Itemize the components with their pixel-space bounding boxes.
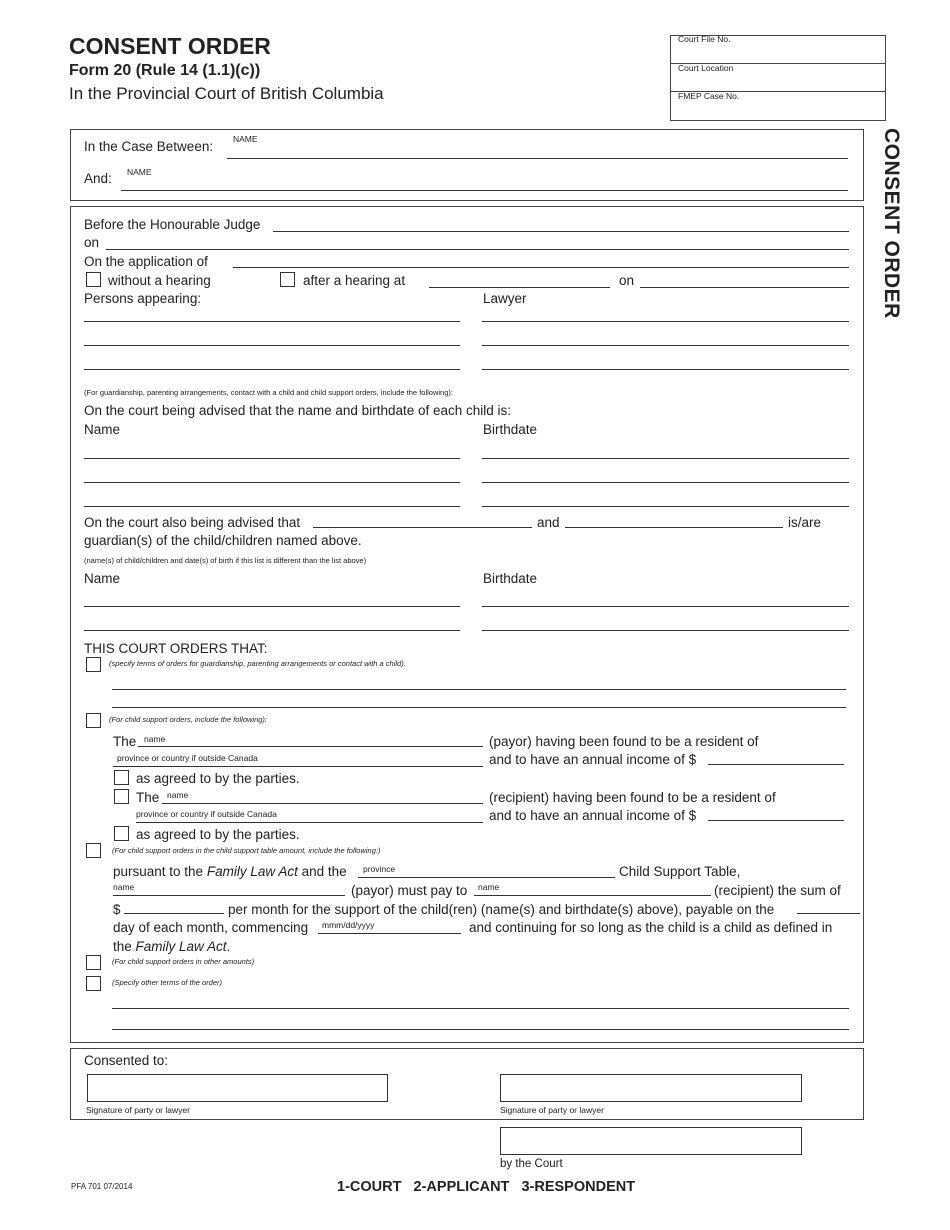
name-hint: NAME xyxy=(233,134,258,144)
child-birthdate-field[interactable] xyxy=(482,606,849,607)
signature-box-1[interactable] xyxy=(87,1074,388,1102)
child-name-header: Name xyxy=(84,422,121,437)
child-name-field[interactable] xyxy=(84,506,460,507)
after-hearing-label: after a hearing at xyxy=(303,273,406,288)
guardianship-order-checkbox[interactable] xyxy=(86,657,101,672)
payor-agreed-checkbox[interactable] xyxy=(114,770,129,785)
party2-name-field[interactable] xyxy=(121,190,848,191)
recipient-province-field[interactable] xyxy=(136,822,483,823)
before-judge-label: Before the Honourable Judge xyxy=(84,217,261,232)
child-birthdate-header-2: Birthdate xyxy=(483,571,538,586)
the-label: The xyxy=(113,734,137,749)
table-amount-checkbox[interactable] xyxy=(86,843,101,858)
guardianship-terms-field[interactable] xyxy=(112,689,846,690)
hearing-location-field[interactable] xyxy=(429,287,610,288)
guardians-text: guardian(s) of the child/children named above. xyxy=(84,533,362,548)
child-birthdate-field[interactable] xyxy=(482,458,849,459)
court-location-label: Court Location xyxy=(678,63,734,73)
file-info-box xyxy=(670,35,886,121)
province-hint-2: province xyxy=(363,864,396,874)
per-month-text: per month for the support of the child(ren) (name(s) and birthdate(s) above), payable on the xyxy=(228,902,775,917)
on-label: on xyxy=(84,235,100,250)
payor-income-field[interactable] xyxy=(708,764,844,765)
annual-income-text-2: and to have an annual income of $ xyxy=(489,808,697,823)
guardian1-field[interactable] xyxy=(313,527,532,528)
and-label: And: xyxy=(84,171,112,186)
payor-must-pay-text: (payor) must pay to xyxy=(351,883,468,898)
name-hint: name xyxy=(167,790,189,800)
side-title: CONSENT ORDER xyxy=(880,128,903,319)
recipient-resident-text: (recipient) having been found to be a resident of xyxy=(489,790,776,805)
guardianship-terms-field[interactable] xyxy=(112,707,846,708)
commencing-date-field[interactable] xyxy=(318,933,461,934)
person-field[interactable] xyxy=(84,345,460,346)
after-hearing-checkbox[interactable] xyxy=(280,272,295,287)
monthly-amount-field[interactable] xyxy=(124,913,224,914)
recipient-name-field[interactable] xyxy=(162,803,483,804)
party1-name-field[interactable] xyxy=(227,158,848,159)
name-hint: name xyxy=(144,734,166,744)
child-name-field[interactable] xyxy=(84,606,460,607)
payor-name-field[interactable] xyxy=(138,746,483,747)
lawyer-field[interactable] xyxy=(482,345,849,346)
children-note: (For guardianship, parenting arrangements, contact with a child and child support orders, include the following): xyxy=(84,388,453,397)
without-hearing-label: without a hearing xyxy=(108,273,211,288)
name-hint: NAME xyxy=(127,167,152,177)
child-name-field[interactable] xyxy=(84,630,460,631)
other-terms-field[interactable] xyxy=(112,1008,849,1009)
name-hint-2: name xyxy=(113,882,135,892)
payor-agreed-label: as agreed to by the parties. xyxy=(136,771,300,786)
persons-appearing-label: Persons appearing: xyxy=(84,291,202,306)
lawyer-label: Lawyer xyxy=(483,291,527,306)
dollar-sign: $ xyxy=(113,902,121,917)
different-list-note: (name(s) of child/children and date(s) of birth if this list is different than the list above) xyxy=(84,556,367,565)
person-field[interactable] xyxy=(84,321,460,322)
the2-label: The xyxy=(136,790,160,805)
on2-label: on xyxy=(619,273,635,288)
copies-distribution: 1-COURT 2-APPLICANT 3-RESPONDENT xyxy=(337,1179,636,1195)
other-terms-checkbox[interactable] xyxy=(86,976,101,991)
fla-text: the Family Law Act. xyxy=(113,939,231,954)
table-province-field[interactable] xyxy=(358,877,615,878)
province-hint: province or country if outside Canada xyxy=(117,753,258,763)
payor-pay-name-field[interactable] xyxy=(113,895,345,896)
continuing-text: and continuing for so long as the child is a child as defined in xyxy=(469,920,833,935)
annual-income-text: and to have an annual income of $ xyxy=(489,752,697,767)
child-name-header-2: Name xyxy=(84,571,121,586)
signature-label-2: Signature of party or lawyer xyxy=(500,1105,604,1115)
child-support-note: (For child support orders, include the following): xyxy=(109,715,267,724)
fmep-case-no-label: FMEP Case No. xyxy=(678,91,740,101)
payment-day-field[interactable] xyxy=(797,913,860,914)
orders-heading: THIS COURT ORDERS THAT: xyxy=(84,641,268,656)
guardianship-order-note: (specify terms of orders for guardianship, parenting arrangements or contact with a child). xyxy=(109,659,406,668)
page-title: CONSENT ORDER xyxy=(69,33,271,59)
recipient-pay-name-field[interactable] xyxy=(474,895,711,896)
court-signature-box[interactable] xyxy=(500,1127,802,1155)
child-birthdate-header: Birthdate xyxy=(483,422,538,437)
recipient-checkbox[interactable] xyxy=(114,789,129,804)
cs-table-text: Child Support Table, xyxy=(619,864,741,879)
name-hint-3: name xyxy=(478,882,500,892)
child-birthdate-field[interactable] xyxy=(482,506,849,507)
court-name: In the Provincial Court of British Columbia xyxy=(69,84,384,103)
child-name-field[interactable] xyxy=(84,458,460,459)
court-file-no-field[interactable] xyxy=(751,40,881,60)
case-between-label: In the Case Between: xyxy=(84,139,214,154)
other-amounts-note: (For child support orders in other amounts) xyxy=(112,957,255,966)
signature-box-2[interactable] xyxy=(500,1074,802,1102)
guardian2-field[interactable] xyxy=(565,527,783,528)
child-name-field[interactable] xyxy=(84,482,460,483)
form-number-footer: PFA 701 07/2014 xyxy=(71,1182,133,1191)
consented-to-label: Consented to: xyxy=(84,1053,169,1068)
recipient-agreed-checkbox[interactable] xyxy=(114,826,129,841)
after-hearing-date-field[interactable] xyxy=(640,287,849,288)
recipient-sum-text: (recipient) the sum of xyxy=(714,883,841,898)
also-advised-text: On the court also being advised that xyxy=(84,515,301,530)
lawyer-field[interactable] xyxy=(482,369,849,370)
children-advised-text: On the court being advised that the name and birthdate of each child is: xyxy=(84,403,512,418)
date-hint: mmm/dd/yyyy xyxy=(322,920,375,930)
province-hint: province or country if outside Canada xyxy=(136,809,277,819)
other-terms-note: (Specify other terms of the order) xyxy=(112,978,223,987)
by-court-label: by the Court xyxy=(500,1158,563,1170)
child-birthdate-field[interactable] xyxy=(482,482,849,483)
other-terms-field[interactable] xyxy=(112,1029,849,1030)
payor-resident-text: (payor) having been found to be a resident of xyxy=(489,734,759,749)
judge-name-field[interactable] xyxy=(273,231,849,232)
commencing-text: day of each month, commencing xyxy=(113,920,309,935)
fmep-case-no-field[interactable] xyxy=(751,96,881,116)
hearing-date-field[interactable] xyxy=(106,249,849,250)
recipient-agreed-label: as agreed to by the parties. xyxy=(136,827,300,842)
payor-province-field[interactable] xyxy=(113,766,483,767)
child-birthdate-field[interactable] xyxy=(482,630,849,631)
without-hearing-checkbox[interactable] xyxy=(86,272,101,287)
isare-text: is/are xyxy=(788,515,822,530)
court-location-field[interactable] xyxy=(751,68,881,88)
recipient-income-field[interactable] xyxy=(708,820,844,821)
and-text: and xyxy=(537,515,560,530)
other-amounts-checkbox[interactable] xyxy=(86,955,101,970)
applicant-field[interactable] xyxy=(233,267,849,268)
lawyer-field[interactable] xyxy=(482,321,849,322)
child-support-checkbox[interactable] xyxy=(86,713,101,728)
person-field[interactable] xyxy=(84,369,460,370)
signature-label-1: Signature of party or lawyer xyxy=(86,1105,190,1115)
pursuant-text: pursuant to the Family Law Act and the xyxy=(113,864,347,879)
court-file-no-label: Court File No. xyxy=(678,34,731,44)
application-of-label: On the application of xyxy=(84,254,208,269)
table-amount-note: (For child support orders in the child support table amount, include the following:) xyxy=(112,846,381,855)
form-number: Form 20 (Rule 14 (1.1)(c)) xyxy=(69,62,261,79)
